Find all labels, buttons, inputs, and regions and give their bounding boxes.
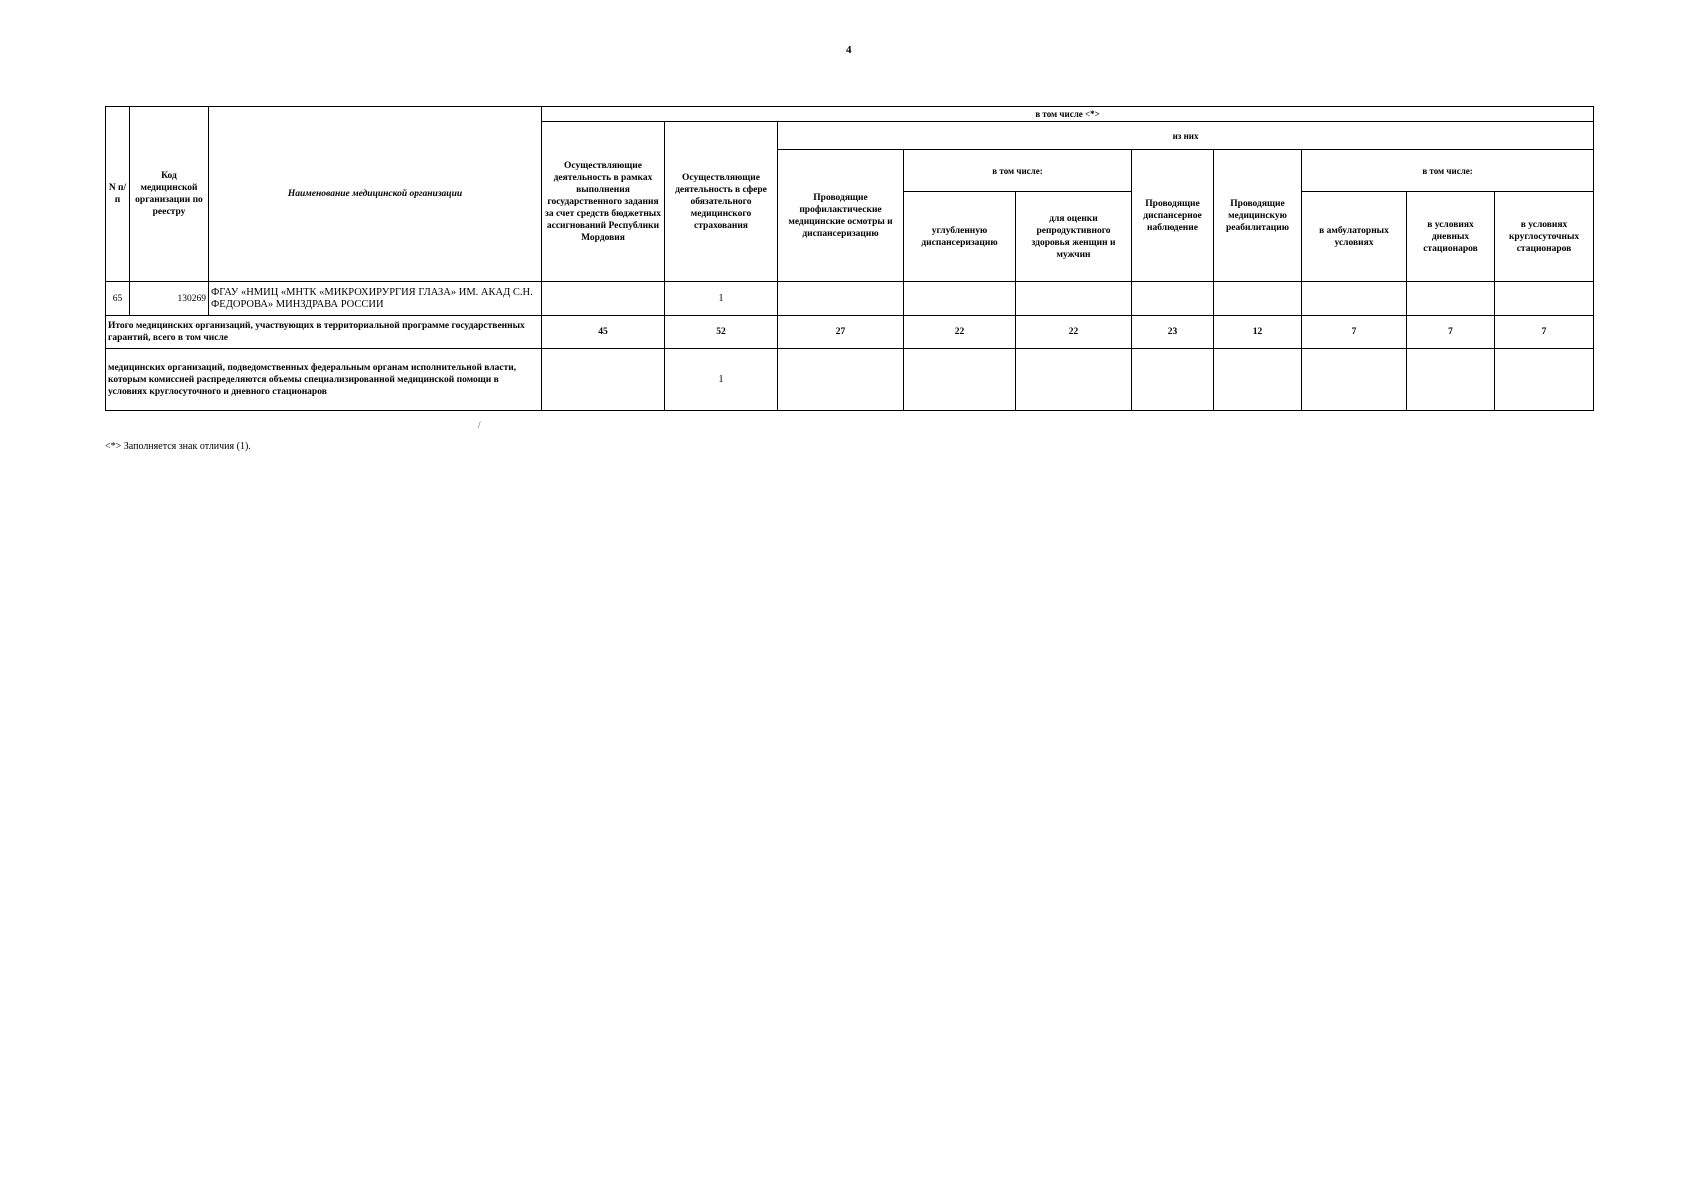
total-row xyxy=(106,316,1594,349)
header-day-hospital: в условиях дневных стационаров xyxy=(1407,192,1495,282)
row-day-hospital xyxy=(1407,282,1495,316)
footnote: <*> Заполняется знак отличия (1). xyxy=(105,441,251,452)
header-oms: Осуществляющие деятельность в сфере обязательного медицинского страхования xyxy=(665,122,778,282)
total-budget: 45 xyxy=(542,316,665,349)
header-dispensary: Проводящие диспансерное наблюдение xyxy=(1132,150,1214,282)
row-budget xyxy=(542,282,665,316)
federal-row xyxy=(106,349,1594,411)
header-rehab-including: в том числе: xyxy=(1302,150,1594,192)
row-rehab xyxy=(1214,282,1302,316)
federal-round-hospital xyxy=(1495,349,1594,411)
medical-organizations-table xyxy=(105,106,1594,411)
row-org-name: ФГАУ «НМИЦ «МНТК «МИКРОХИРУРГИЯ ГЛАЗА» ИМ. АКАД С.Н. ФЕДОРОВА» МИНЗДРАВА РОССИИ xyxy=(209,282,542,316)
row-oms: 1 xyxy=(665,282,778,316)
header-budget: Осуществляющие деятельность в рамках выполнения государственного задания за счет средств бюджетных ассигнований Республики Мордовия xyxy=(542,122,665,282)
federal-ambulatory xyxy=(1302,349,1407,411)
federal-rehab xyxy=(1214,349,1302,411)
stray-mark: / xyxy=(478,420,481,430)
total-reproductive: 22 xyxy=(1016,316,1132,349)
total-prophylactic: 27 xyxy=(778,316,904,349)
page-number: 4 xyxy=(846,44,852,56)
row-dispensary xyxy=(1132,282,1214,316)
row-round-hospital xyxy=(1495,282,1594,316)
total-round-hospital: 7 xyxy=(1495,316,1594,349)
total-ambulatory: 7 xyxy=(1302,316,1407,349)
header-including: в том числе <*> xyxy=(542,107,1594,122)
federal-dispensary xyxy=(1132,349,1214,411)
federal-reproductive xyxy=(1016,349,1132,411)
row-deep xyxy=(904,282,1016,316)
header-rehab: Проводящие медицинскую реабилитацию xyxy=(1214,150,1302,282)
row-ambulatory xyxy=(1302,282,1407,316)
row-n: 65 xyxy=(106,282,130,316)
federal-day-hospital xyxy=(1407,349,1495,411)
header-name: Наименование медицинской организации xyxy=(209,107,542,282)
header-of-them: из них xyxy=(778,122,1594,150)
federal-prophylactic xyxy=(778,349,904,411)
row-code: 130269 xyxy=(130,282,209,316)
header-round-hospital: в условиях круглосуточных стационаров xyxy=(1495,192,1594,282)
header-prophylactic-including: в том числе: xyxy=(904,150,1132,192)
row-reproductive xyxy=(1016,282,1132,316)
total-day-hospital: 7 xyxy=(1407,316,1495,349)
header-prophylactic-text: Проводящие профилактические медицинские осмотры и диспансеризацию xyxy=(788,192,893,239)
header-reproductive: для оценки репродуктивного здоровья женщин и мужчин xyxy=(1016,192,1132,282)
header-code: Код медицинской организации по реестру xyxy=(130,107,209,282)
row-prophylactic xyxy=(778,282,904,316)
federal-oms: 1 xyxy=(665,349,778,411)
header-deep: углубленную диспансеризацию xyxy=(904,192,1016,282)
federal-label: медицинских организаций, подведомственных федеральным органам исполнительной власти, которым комиссией распределяются объемы специализированной медицинской помощи в условиях круглосуточного и дневного стационаров xyxy=(106,349,542,411)
table-row xyxy=(106,282,1594,316)
total-deep: 22 xyxy=(904,316,1016,349)
header-n: N п/п xyxy=(106,107,130,282)
federal-deep xyxy=(904,349,1016,411)
total-label: Итого медицинских организаций, участвующих в территориальной программе государственных гарантий, всего в том числе xyxy=(106,316,542,349)
total-dispensary: 23 xyxy=(1132,316,1214,349)
total-rehab: 12 xyxy=(1214,316,1302,349)
header-ambulatory: в амбулаторных условиях xyxy=(1302,192,1407,282)
total-oms: 52 xyxy=(665,316,778,349)
federal-budget xyxy=(542,349,665,411)
header-prophylactic xyxy=(778,150,904,282)
